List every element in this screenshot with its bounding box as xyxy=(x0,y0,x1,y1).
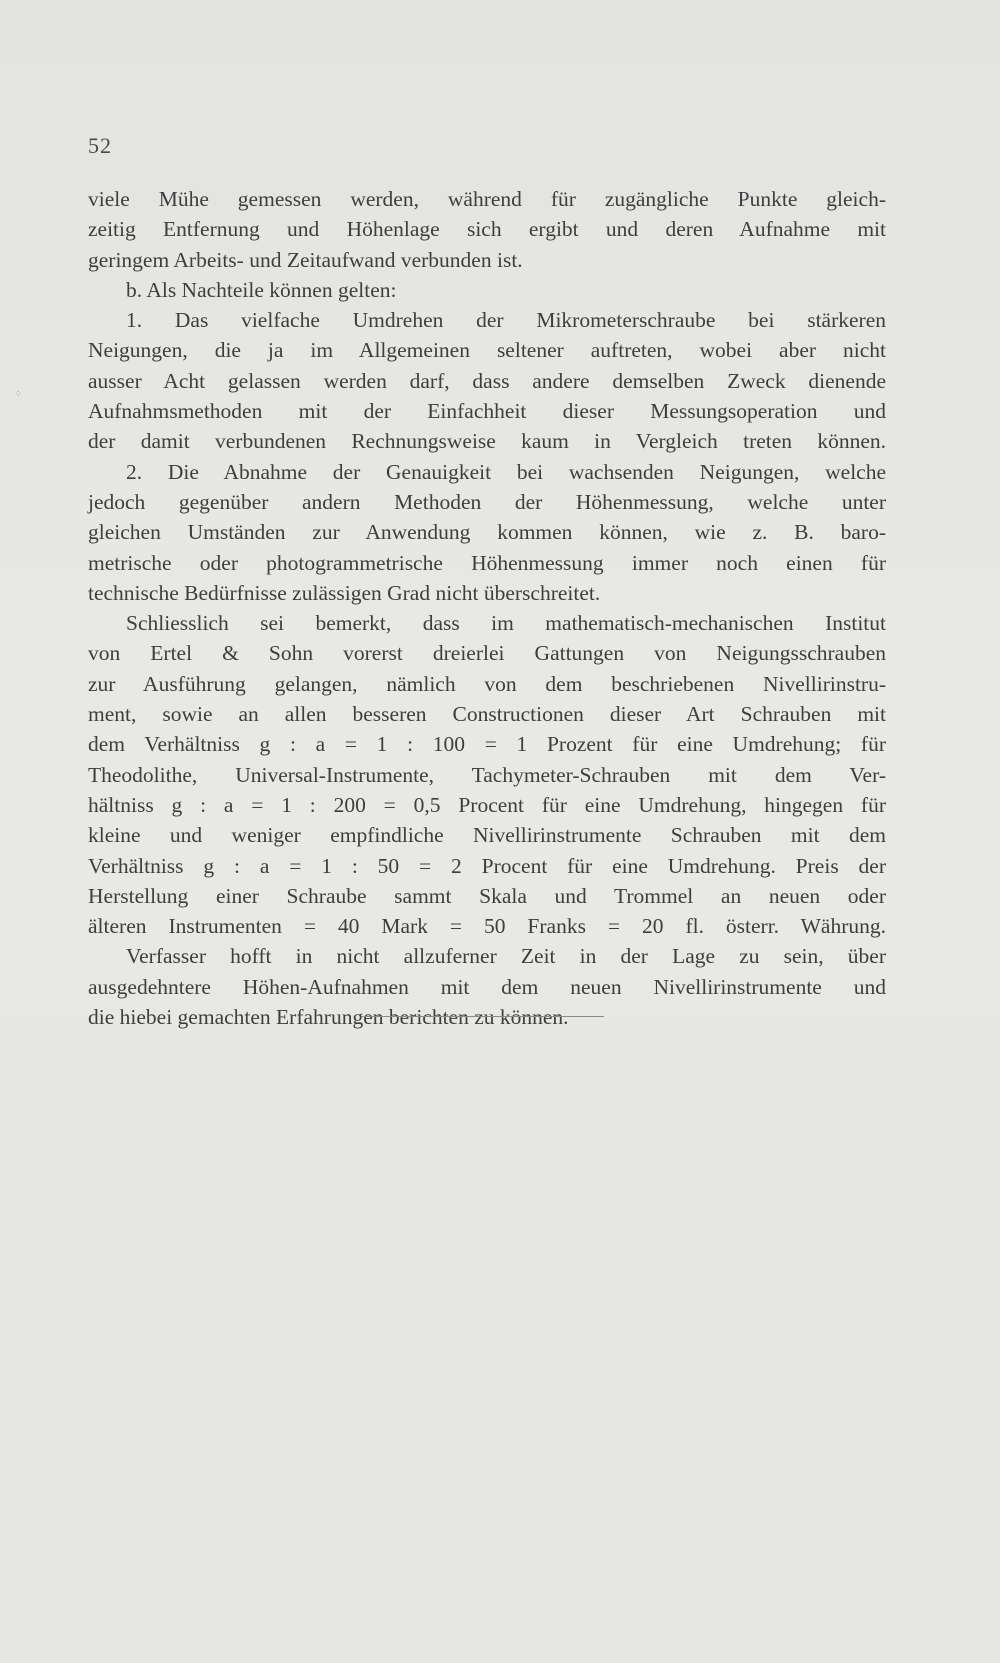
text-line: technische Bedürfnisse zulässigen Grad nicht überschreitet. xyxy=(88,580,601,605)
text-line: geringem Arbeits- und Zeitaufwand verbunden ist. xyxy=(88,247,523,272)
text-line: der damit verbundenen Rechnungsweise kaum in Vergleich treten können. xyxy=(88,429,886,454)
text-line: 2. Die Abnahme der Genauigkeit bei wachsenden Neigungen, welche xyxy=(126,459,886,484)
text-line: ment, sowie an allen besseren Constructionen dieser Art Schrauben mit xyxy=(88,702,886,727)
section-divider xyxy=(362,1016,604,1017)
text-line: jedoch gegenüber andern Methoden der Höhenmessung, welche unter xyxy=(88,489,886,514)
text-line: Verfasser hofft in nicht allzuferner Zeit in der Lage zu sein, über xyxy=(126,944,886,969)
text-line: zeitig Entfernung und Höhenlage sich ergibt und deren Aufnahme mit xyxy=(88,217,886,242)
text-line: die hiebei gemachten Erfahrungen berichten zu können. xyxy=(88,1005,569,1030)
text-line: viele Mühe gemessen werden, während für zugängliche Punkte gleich- xyxy=(88,187,886,211)
text-line: gleichen Umständen zur Anwendung kommen können, wie z. B. baro- xyxy=(88,520,886,545)
text-line: Neigungen, die ja im Allgemeinen seltener auftreten, wobei aber nicht xyxy=(88,338,886,363)
text-line: Theodolithe, Universal-Instrumente, Tachymeter-Schrauben mit dem Ver- xyxy=(88,762,886,787)
text-line: Schliesslich sei bemerkt, dass im mathematisch-mechanischen Institut xyxy=(126,611,886,636)
text-line: 1. Das vielfache Umdrehen der Mikrometerschraube bei stärkeren xyxy=(126,308,886,333)
text-line: zur Ausführung gelangen, nämlich von dem beschriebenen Nivellirinstru- xyxy=(88,671,886,696)
text-line: Verhältniss g : a = 1 : 50 = 2 Procent für eine Umdrehung. Preis der xyxy=(88,853,886,878)
text-line: b. Als Nachteile können gelten: xyxy=(126,277,397,302)
page-number: 52 xyxy=(88,133,112,158)
body-text xyxy=(88,184,886,1032)
text-line: Aufnahmsmethoden mit der Einfachheit dieser Messungsoperation und xyxy=(88,399,886,424)
text-line: dem Verhältniss g : a = 1 : 100 = 1 Prozent für eine Umdrehung; für xyxy=(88,732,886,757)
print-speck: ⁘ xyxy=(14,389,23,400)
text-line: hältniss g : a = 1 : 200 = 0,5 Procent für eine Umdrehung, hingegen für xyxy=(88,792,886,817)
text-line: metrische oder photogrammetrische Höhenmessung immer noch einen für xyxy=(88,550,886,575)
text-line: kleine und weniger empfindliche Nivellirinstrumente Schrauben mit dem xyxy=(88,823,886,848)
text-line: älteren Instrumenten = 40 Mark = 50 Franks = 20 fl. österr. Währung. xyxy=(88,914,886,939)
text-line: ausgedehntere Höhen-Aufnahmen mit dem neuen Nivellirinstrumente und xyxy=(88,974,886,999)
text-line: Herstellung einer Schraube sammt Skala und Trommel an neuen oder xyxy=(88,883,886,908)
text-line: von Ertel & Sohn vorerst dreierlei Gattungen von Neigungsschrauben xyxy=(88,641,886,666)
text-line: ausser Acht gelassen werden darf, dass andere demselben Zweck dienende xyxy=(88,368,886,393)
